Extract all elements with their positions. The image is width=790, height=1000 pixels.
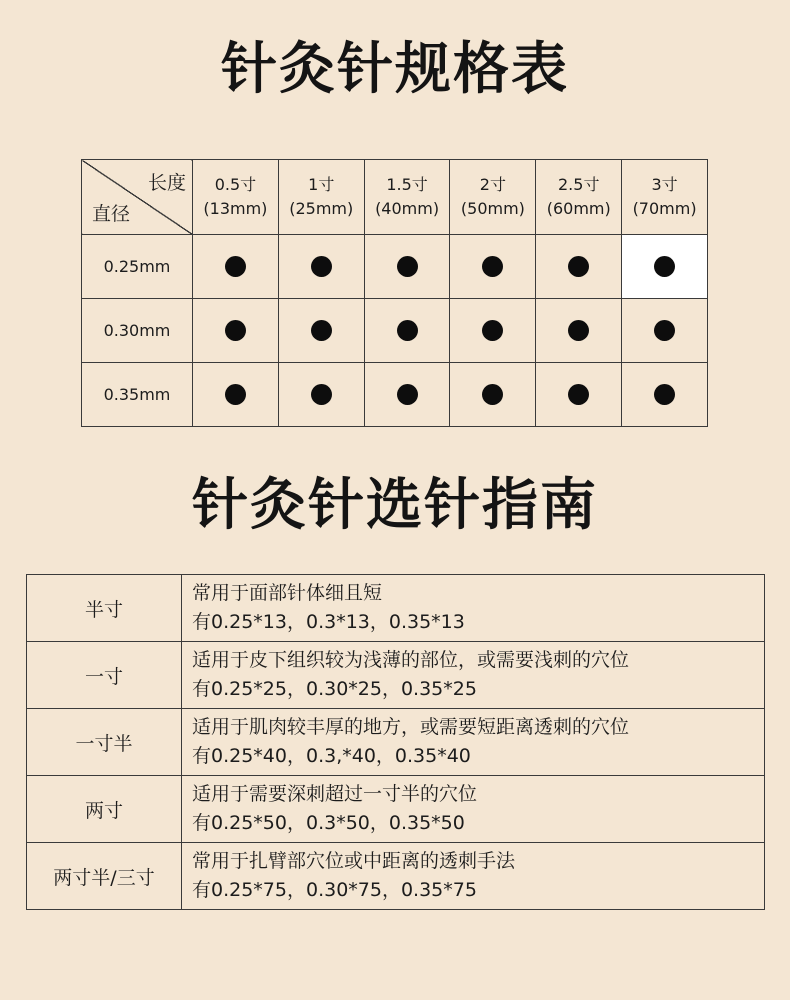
filled-circle-icon: [397, 320, 418, 341]
spec-cell: [193, 363, 279, 427]
filled-circle-icon: [654, 384, 675, 405]
filled-circle-icon: [225, 320, 246, 341]
filled-circle-icon: [482, 256, 503, 277]
diameter-label: 0.30mm: [82, 299, 193, 363]
column-length-mm: (50mm): [460, 199, 525, 218]
guide-length-label: 两寸: [27, 776, 182, 843]
spec-cell: [193, 235, 279, 299]
guide-row: [27, 843, 765, 910]
spec-table-title: 针灸针规格表: [221, 37, 569, 102]
guide-description: [182, 776, 765, 843]
filled-circle-icon: [482, 320, 503, 341]
spec-cell: [536, 299, 622, 363]
column-length-mm: (60mm): [546, 199, 611, 218]
filled-circle-icon: [311, 256, 332, 277]
guide-description: [182, 575, 765, 642]
filled-circle-icon: [568, 384, 589, 405]
corner-diameter-label: 直径: [92, 203, 131, 225]
corner-length-label: 长度: [147, 172, 186, 194]
spec-header-row: [82, 160, 708, 235]
guide-usage-text: 常用于扎臂部穴位或中距离的透刺手法: [192, 850, 516, 872]
guide-row: [27, 575, 765, 642]
filled-circle-icon: [654, 320, 675, 341]
guide-length-label: 一寸半: [27, 709, 182, 776]
spec-cell: [193, 299, 279, 363]
spec-cell: [450, 299, 536, 363]
column-length-name: 2.5寸: [558, 175, 600, 194]
guide-usage-text: 适用于皮下组织较为浅薄的部位，或需要浅刺的穴位: [192, 649, 630, 671]
filled-circle-icon: [311, 384, 332, 405]
spec-cell: [622, 299, 708, 363]
spec-cell: [278, 363, 364, 427]
column-length-name: 1寸: [308, 175, 335, 194]
guide-usage-text: 常用于面部针体细且短: [192, 582, 383, 604]
guide-table-title: 针灸针选针指南: [192, 473, 598, 538]
spec-row: [82, 299, 708, 363]
spec-cell: [536, 363, 622, 427]
spec-cell: [278, 299, 364, 363]
spec-cell: [364, 235, 450, 299]
spec-column-header: [278, 160, 364, 235]
needle-spec-table: [81, 159, 708, 427]
diameter-label: 0.25mm: [82, 235, 193, 299]
spec-cell: [622, 363, 708, 427]
spec-column-header: [450, 160, 536, 235]
filled-circle-icon: [397, 384, 418, 405]
guide-length-label: 一寸: [27, 642, 182, 709]
needle-guide-table: [26, 574, 765, 910]
guide-usage-text: 适用于需要深刺超过一寸半的穴位: [192, 783, 478, 805]
spec-column-header: [622, 160, 708, 235]
column-length-mm: (25mm): [289, 199, 354, 218]
spec-cell: [278, 235, 364, 299]
spec-cell: [450, 235, 536, 299]
spec-column-header: [193, 160, 279, 235]
guide-sizes-text: 有0.25*40，0.3,*40，0.35*40: [192, 745, 471, 767]
filled-circle-icon: [482, 384, 503, 405]
guide-row: [27, 709, 765, 776]
guide-sizes-text: 有0.25*75，0.30*75，0.35*75: [192, 879, 477, 901]
column-length-mm: (40mm): [375, 199, 440, 218]
column-length-mm: (13mm): [203, 199, 268, 218]
filled-circle-icon: [311, 320, 332, 341]
filled-circle-icon: [568, 320, 589, 341]
filled-circle-icon: [397, 256, 418, 277]
filled-circle-icon: [225, 384, 246, 405]
guide-row: [27, 776, 765, 843]
guide-usage-text: 适用于肌肉较丰厚的地方，或需要短距离透刺的穴位: [192, 716, 630, 738]
column-length-name: 1.5寸: [386, 175, 428, 194]
spec-cell: [536, 235, 622, 299]
filled-circle-icon: [225, 256, 246, 277]
guide-sizes-text: 有0.25*13，0.3*13，0.35*13: [192, 611, 465, 633]
spec-cell: [364, 299, 450, 363]
guide-description: [182, 843, 765, 910]
spec-cell: [622, 235, 708, 299]
filled-circle-icon: [654, 256, 675, 277]
guide-length-label: 半寸: [27, 575, 182, 642]
guide-description: [182, 642, 765, 709]
spec-column-header: [364, 160, 450, 235]
spec-column-header: [536, 160, 622, 235]
spec-cell: [450, 363, 536, 427]
spec-row: [82, 235, 708, 299]
spec-row: [82, 363, 708, 427]
guide-sizes-text: 有0.25*50，0.3*50，0.35*50: [192, 812, 465, 834]
guide-row: [27, 642, 765, 709]
column-length-name: 2寸: [479, 175, 506, 194]
guide-description: [182, 709, 765, 776]
spec-cell: [364, 363, 450, 427]
column-length-name: 0.5寸: [214, 175, 257, 194]
diameter-label: 0.35mm: [82, 363, 193, 427]
filled-circle-icon: [568, 256, 589, 277]
guide-length-label: 两寸半/三寸: [27, 843, 182, 910]
column-length-name: 3寸: [651, 175, 678, 194]
column-length-mm: (70mm): [632, 199, 697, 218]
spec-corner-cell: [82, 160, 193, 235]
guide-sizes-text: 有0.25*25，0.30*25，0.35*25: [192, 678, 477, 700]
